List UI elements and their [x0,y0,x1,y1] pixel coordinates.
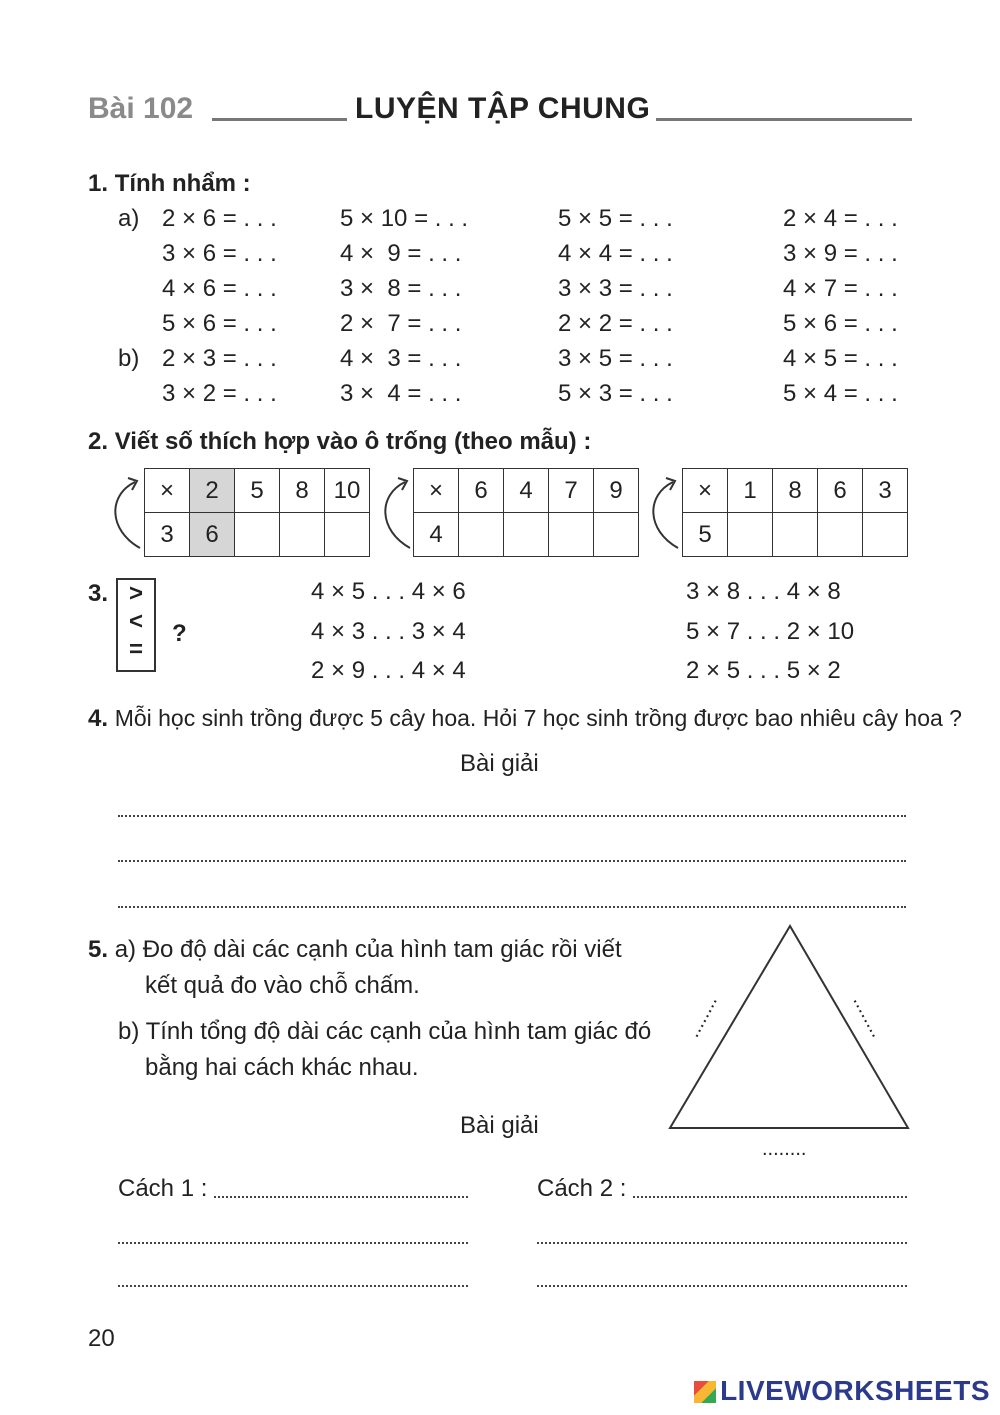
ex3-left-3: 2 × 9 . . . 4 × 4 [311,657,466,684]
ex5-a-label: a) [114,936,137,963]
table-cell: × [414,469,459,513]
table-cell: 10 [325,469,370,513]
table-cell: 4 [504,469,549,513]
answer-cell[interactable] [863,513,908,557]
way1-line-1[interactable] [214,1196,468,1198]
ex2-table-3 [682,468,908,557]
ex1-label-b: b) [118,345,140,372]
answer-cell[interactable] [818,513,863,557]
table-cell: 6 [190,513,235,557]
calc-item: 4 × 9 = . . . [340,240,462,267]
calc-item: 4 × 3 = . . . [340,345,462,372]
answer-cell[interactable] [235,513,280,557]
answer-cell[interactable] [594,513,639,557]
less-sign: < [128,608,143,635]
ex4-number: 4. [88,705,109,732]
answer-cell[interactable] [280,513,325,557]
ex5-part-b-line1 [118,1018,651,1046]
calc-item: 5 × 6 = . . . [162,310,277,337]
calc-item: 2 × 4 = . . . [783,205,898,232]
table-cell: 9 [594,469,639,513]
calc-item: 4 × 6 = . . . [162,275,277,302]
calc-item: 5 × 6 = . . . [783,310,898,337]
calc-item: 2 × 7 = . . . [340,310,462,337]
ex3-left-2: 4 × 3 . . . 3 × 4 [311,618,466,645]
answer-cell[interactable] [549,513,594,557]
answer-cell[interactable] [504,513,549,557]
calc-item: 2 × 6 = . . . [162,205,277,232]
calc-item: 3 × 3 = . . . [558,275,673,302]
ex5-b-label: b) [118,1018,140,1045]
ex5-b-text-1: Tính tổng độ dài các cạnh của hình tam giác đó [145,1018,652,1045]
calc-item: 5 × 10 = . . . [340,205,469,232]
ex4-answer-line-3[interactable] [118,906,906,908]
ex4-answer-line-2[interactable] [118,860,906,862]
table-cell: 4 [414,513,459,557]
way2-line-3[interactable] [537,1285,907,1287]
liveworksheets-logo[interactable] [694,1375,990,1407]
ex5-b-text-2: bằng hai cách khác nhau. [145,1054,419,1081]
calc-item: 3 × 4 = . . . [340,380,462,407]
ex2-heading [88,428,591,456]
table-cell: 7 [549,469,594,513]
table-cell: × [683,469,728,513]
table-cell: 5 [683,513,728,557]
way1-label: Cách 1 : [118,1175,208,1202]
table-cell: 5 [235,469,280,513]
answer-cell[interactable] [728,513,773,557]
way1-line-2[interactable] [118,1242,468,1244]
table-cell: 1 [728,469,773,513]
ex1-number: 1. [88,170,109,197]
answer-cell[interactable] [459,513,504,557]
ex5-a-text-1: Đo độ dài các cạnh của hình tam giác rồi viết [142,936,622,963]
calc-item: 4 × 7 = . . . [783,275,898,302]
page-number: 20 [88,1325,115,1352]
way2-label: Cách 2 : [537,1175,627,1202]
calc-item: 5 × 4 = . . . [783,380,898,407]
ex2-table-2 [413,468,639,557]
ex5-a-text-2: kết quả đo vào chỗ chấm. [145,972,420,999]
ex5-number: 5. [88,936,109,963]
answer-cell[interactable] [325,513,370,557]
way2-line-2[interactable] [537,1242,907,1244]
calc-item: 3 × 2 = . . . [162,380,277,407]
ex4-solution-label: Bài giải [460,750,539,777]
ex1-heading [88,170,251,198]
ex2-table-1 [144,468,370,557]
calc-item: 3 × 5 = . . . [558,345,673,372]
ex1-label-a: a) [118,205,140,232]
ex5-part-a-line1 [88,936,622,964]
table-cell: 6 [818,469,863,513]
way2-line-1[interactable] [633,1196,907,1198]
ex3-left-1: 4 × 5 . . . 4 × 6 [311,578,466,605]
way1-line-3[interactable] [118,1285,468,1287]
ex3-right-1: 3 × 8 . . . 4 × 8 [686,578,841,605]
logo-text: LIVEWORKSHEETS [720,1375,990,1406]
ex3-right-2: 5 × 7 . . . 2 × 10 [686,618,855,645]
ex3-question-mark: ? [172,620,187,647]
side-length-left[interactable]: ........ [681,991,722,1042]
ex2-title: Viết số thích hợp vào ô trống (theo mẫu) : [114,428,592,455]
ex4-problem [88,705,962,733]
calc-item: 4 × 4 = . . . [558,240,673,267]
calc-item: 2 × 3 = . . . [162,345,277,372]
ex4-text: Mỗi học sinh trồng được 5 cây hoa. Hỏi 7 học sinh trồng được bao nhiêu cây hoa ? [114,705,962,731]
ex1-title: Tính nhẩm : [114,170,251,197]
calc-item: 5 × 5 = . . . [558,205,673,232]
logo-icon [694,1381,716,1403]
equal-sign: = [128,636,143,663]
calc-item: 4 × 5 = . . . [783,345,898,372]
table-cell: 3 [863,469,908,513]
ex3-number: 3. [88,580,109,607]
lesson-title: LUYỆN TẬP CHUNG [355,92,651,125]
calc-item: 3 × 6 = . . . [162,240,277,267]
calc-item: 3 × 8 = . . . [340,275,462,302]
ex4-answer-line-1[interactable] [118,815,906,817]
ex5-solution-label: Bài giải [460,1112,539,1139]
calc-item: 3 × 9 = . . . [783,240,898,267]
ex3-right-3: 2 × 5 . . . 5 × 2 [686,657,841,684]
lesson-number: Bài 102 [88,92,194,125]
table-cell: 8 [773,469,818,513]
table-cell: 6 [459,469,504,513]
table-cell: 2 [190,469,235,513]
comparison-sign-box [116,578,156,672]
header-rule-right [656,118,912,121]
table-cell: × [145,469,190,513]
ex2-number: 2. [88,428,109,455]
header-rule-left [212,118,347,121]
greater-sign: > [128,580,143,607]
table-cell: 3 [145,513,190,557]
table-cell: 8 [280,469,325,513]
answer-cell[interactable] [773,513,818,557]
calc-item: 2 × 2 = . . . [558,310,673,337]
side-length-bottom[interactable]: ........ [762,1138,807,1160]
calc-item: 5 × 3 = . . . [558,380,673,407]
side-length-right[interactable]: ........ [848,991,889,1042]
